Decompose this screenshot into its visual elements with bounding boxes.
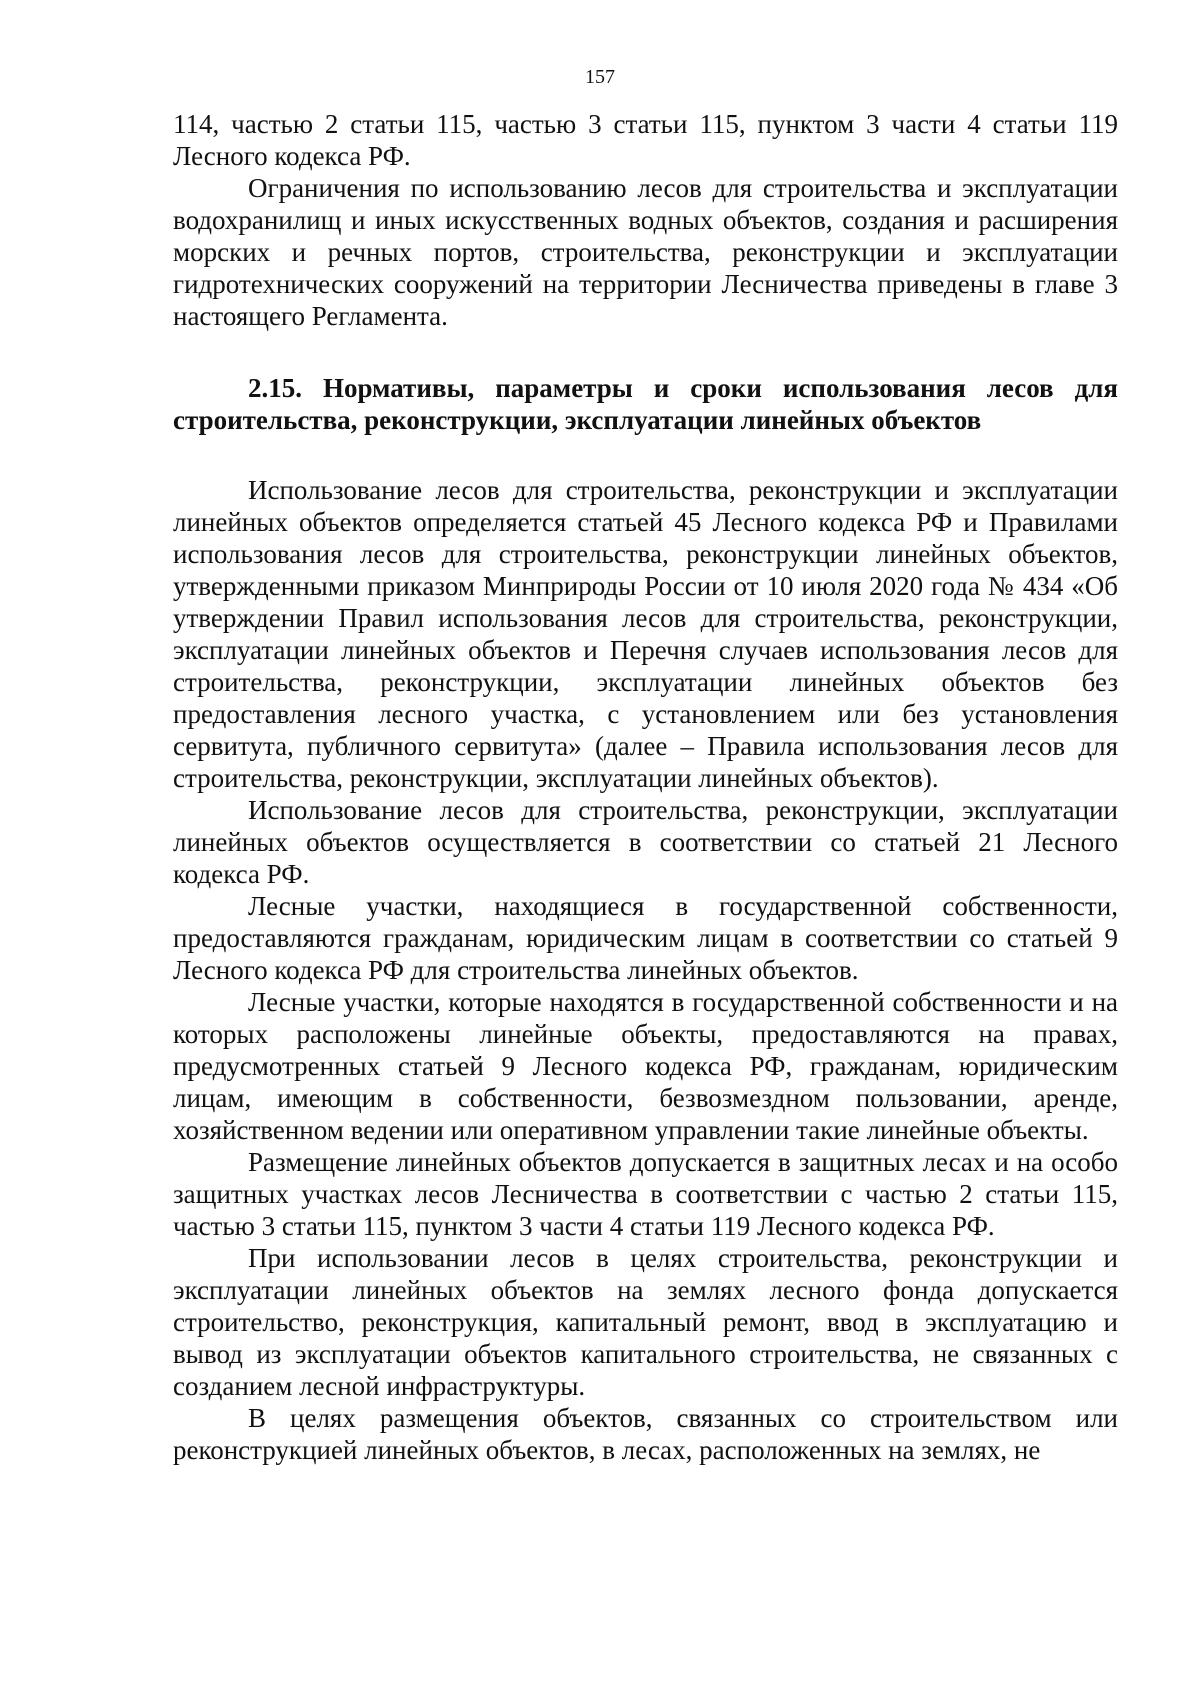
paragraph: Использование лесов для строительства, реконструкции и эксплуатации линейных объектов определяется статьей 45 Лесного кодекса РФ и Правилами использования лесов для строительства, реконструкции линейных объектов, утвержденными приказом Минприроды России от 10 июля 2020 года № 434 «Об утверждении Правил использования лесов для строительства, реконструкции, эксплуатации линейных объектов и Перечня случаев использования лесов для строительства, реконструкции, эксплуатации линейных объектов без предоставления лесного участка, с установлением или без установления сервитута, публичного сервитута» (далее – Правила использования лесов для строительства, реконструкции, эксплуатации линейных объектов). [173,475,1118,793]
document-body [173,108,1118,1466]
paragraph: Лесные участки, которые находятся в государственной собственности и на которых расположены линейные объекты, предоставляются на правах, предусмотренных статьей 9 Лесного кодекса РФ, гражданам, юридическим лицам, имеющим в собственности, безвозмездном пользовании, аренде, хозяйственном ведении или оперативном управлении такие линейные объекты. [173,987,1118,1145]
section-heading: 2.15. Нормативы, параметры и сроки использования лесов для строительства, реконструкции, эксплуатации линейных объектов [173,373,1118,435]
paragraph: При использовании лесов в целях строительства, реконструкции и эксплуатации линейных объектов на землях лесного фонда допускается строительство, реконструкция, капитальный ремонт, ввод в эксплуатацию и вывод из эксплуатации объектов капитального строительства, не связанных с созданием лесной инфраструктуры. [173,1243,1118,1401]
page-number: 157 [585,66,615,88]
paragraph: В целях размещения объектов, связанных со строительством или реконструкцией линейных объектов, в лесах, расположенных на землях, не [173,1403,1118,1465]
paragraph: Использование лесов для строительства, реконструкции, эксплуатации линейных объектов осуществляется в соответствии со статьей 21 Лесного кодекса РФ. [173,795,1118,889]
paragraph: Размещение линейных объектов допускается в защитных лесах и на особо защитных участках лесов Лесничества в соответствии с частью 2 статьи 115, частью 3 статьи 115, пунктом 3 части 4 статьи 119 Лесного кодекса РФ. [173,1147,1118,1241]
paragraph: Лесные участки, находящиеся в государственной собственности, предоставляются гражданам, юридическим лицам в соответствии со статьей 9 Лесного кодекса РФ для строительства линейных объектов. [173,891,1118,985]
paragraph-restrictions: Ограничения по использованию лесов для строительства и эксплуатации водохранилищ и иных искусственных водных объектов, создания и расширения морских и речных портов, строительства, реконструкции и эксплуатации гидротехнических сооружений на территории Лесничества приведены в главе 3 настоящего Регламента. [173,173,1118,331]
paragraph-continuation: 114, частью 2 статьи 115, частью 3 статьи 115, пунктом 3 части 4 статьи 119 Лесного кодекса РФ. [173,109,1118,171]
